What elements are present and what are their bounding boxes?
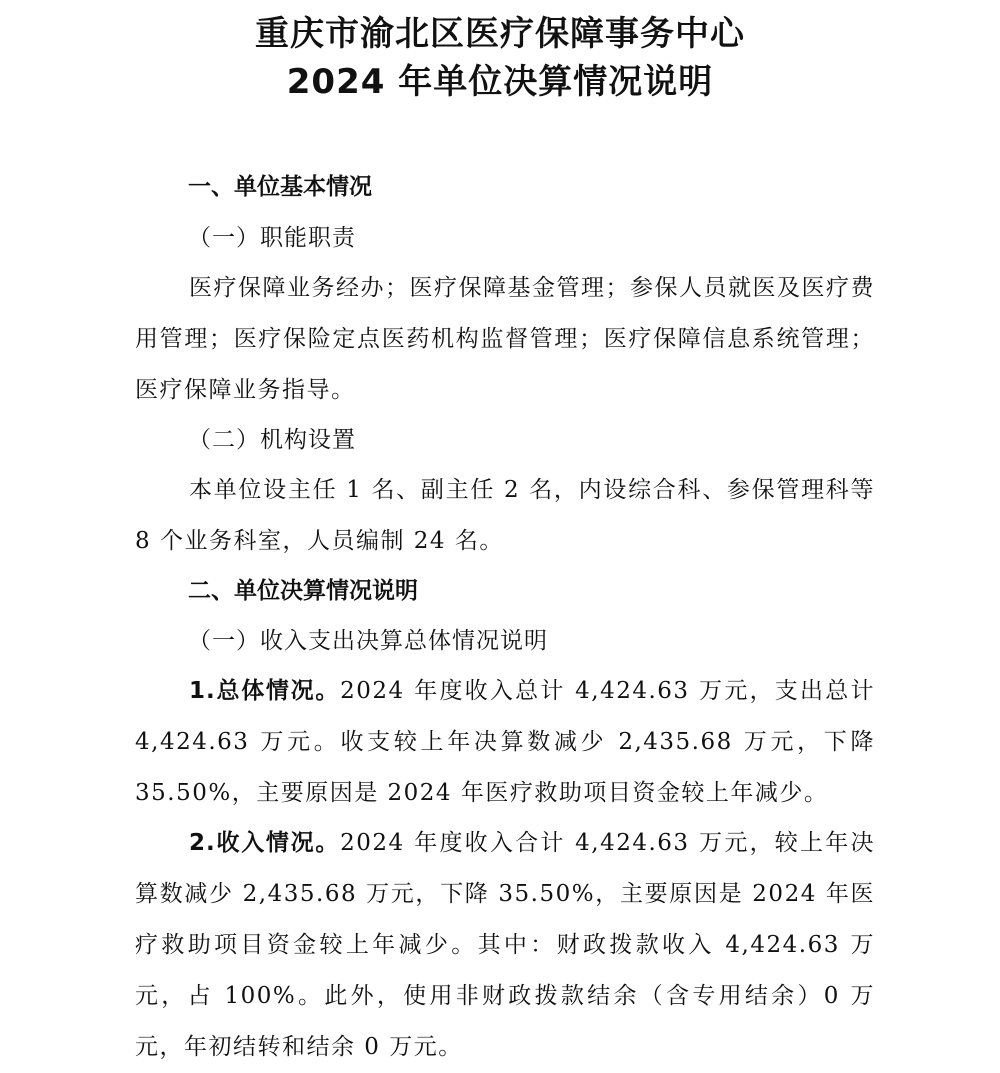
document-title-line-1: 重庆市渝北区医疗保障事务中心 <box>255 14 745 54</box>
paragraph-organization: 本单位设主任 1 名、副主任 2 名，内设综合科、参保管理科等 8 个业务科室，人员编制 24 名。 <box>135 477 875 554</box>
subsection-heading-income-expenditure: （一）收入支出决算总体情况说明 <box>188 628 548 654</box>
section-heading-basic-info: 一、单位基本情况 <box>188 174 372 200</box>
paragraph-income <box>135 818 875 1073</box>
subsection-heading-duties: （一）职能职责 <box>188 225 356 251</box>
paragraph-overall <box>135 666 875 819</box>
paragraph-income-lead: 2.收入情况。 <box>189 830 341 856</box>
document-title-line-2: 2024 年单位决算情况说明 <box>286 62 714 102</box>
section-heading-final-accounts: 二、单位决算情况说明 <box>188 578 418 604</box>
paragraph-overall-text: 2024 年度收入总计 4,424.63 万元，支出总计 4,424.63 万元。收支较上年决算数减少 2,435.68 万元，下降 35.50%，主要原因是 2024 年医疗救助项目资金较上年减少。 <box>135 678 875 806</box>
paragraph-duties: 医疗保障业务经办；医疗保障基金管理；参保人员就医及医疗费用管理；医疗保险定点医药机构监督管理；医疗保障信息系统管理；医疗保障业务指导。 <box>135 275 875 403</box>
subsection-heading-organization: （二）机构设置 <box>188 427 356 453</box>
paragraph-overall-lead: 1.总体情况。 <box>189 678 341 704</box>
paragraph-income-text: 2024 年度收入合计 4,424.63 万元，较上年决算数减少 2,435.68 万元，下降 35.50%，主要原因是 2024 年医疗救助项目资金较上年减少。其中：财政拨款收入 4,424.63 万元，占 100%。此外，使用非财政拨款结余（含专用结余）0 万元，年初结转和结余 0 万元。 <box>135 830 875 1060</box>
